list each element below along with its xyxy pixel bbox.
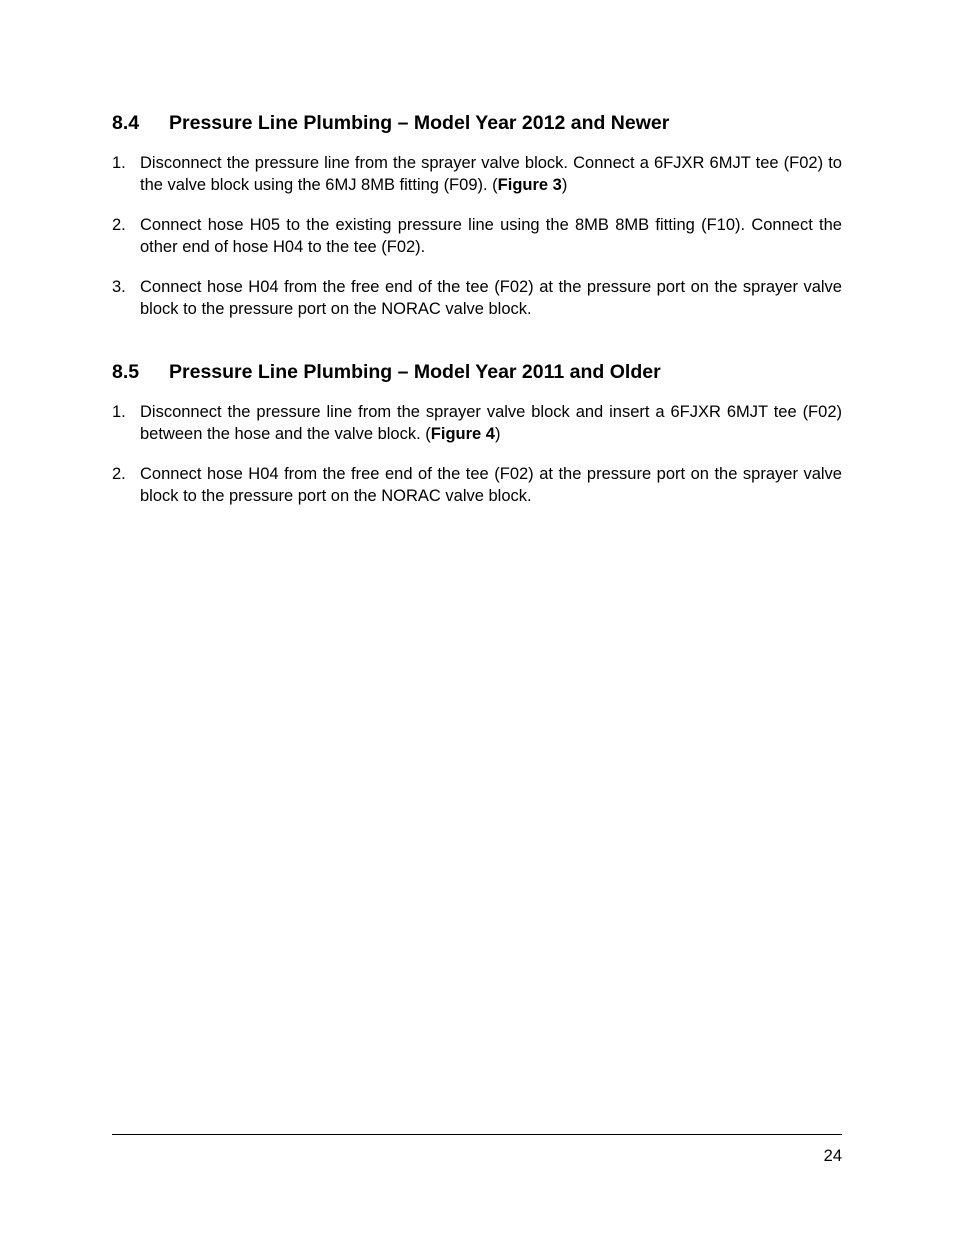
section-heading [112,110,842,136]
step-item [112,401,842,445]
section-8-4 [112,110,842,338]
section-number: 8.4 [112,112,140,134]
page-number: 24 [823,1147,842,1165]
step-list [112,152,842,320]
step-text [140,401,842,445]
figure-reference: Figure 4 [430,425,495,443]
step-text: Connect hose H05 to the existing pressure line using the 8MB 8MB fitting (F10). Connect the other end of hose H04 to the tee (F02). [140,216,842,256]
section-heading [112,359,842,385]
step-list [112,401,842,507]
section-8-5 [112,359,842,525]
step-text [140,152,842,196]
section-title: Pressure Line Plumbing – Model Year 2012 and Newer [169,112,670,134]
step-item [112,214,842,258]
section-title: Pressure Line Plumbing – Model Year 2011 and Older [169,361,661,383]
figure-reference: Figure 3 [497,176,562,194]
step-text-before: Disconnect the pressure line from the sprayer valve block. Connect a 6FJXR 6MJT tee (F02) to the valve block using the 6MJ 8MB fitting (F09). ( [140,154,842,194]
step-item [112,152,842,196]
step-number: 1. [112,154,126,172]
step-item [112,463,842,507]
step-text-before: Disconnect the pressure line from the sprayer valve block and insert a 6FJXR 6MJT tee (F02) between the hose and the valve block. ( [140,403,842,443]
step-text: Connect hose H04 from the free end of the tee (F02) at the pressure port on the sprayer valve block to the pressure port on the NORAC valve block. [140,465,842,505]
step-number: 1. [112,403,126,421]
step-number: 2. [112,216,126,234]
step-text: Connect hose H04 from the free end of the tee (F02) at the pressure port on the sprayer valve block to the pressure port on the NORAC valve block. [140,278,842,318]
step-text-after: ) [561,176,568,194]
step-item [112,276,842,320]
step-text-after: ) [494,425,501,443]
footer-divider [112,1134,842,1135]
document-page [112,0,842,1235]
step-number: 3. [112,278,126,296]
step-number: 2. [112,465,126,483]
section-number: 8.5 [112,361,140,383]
